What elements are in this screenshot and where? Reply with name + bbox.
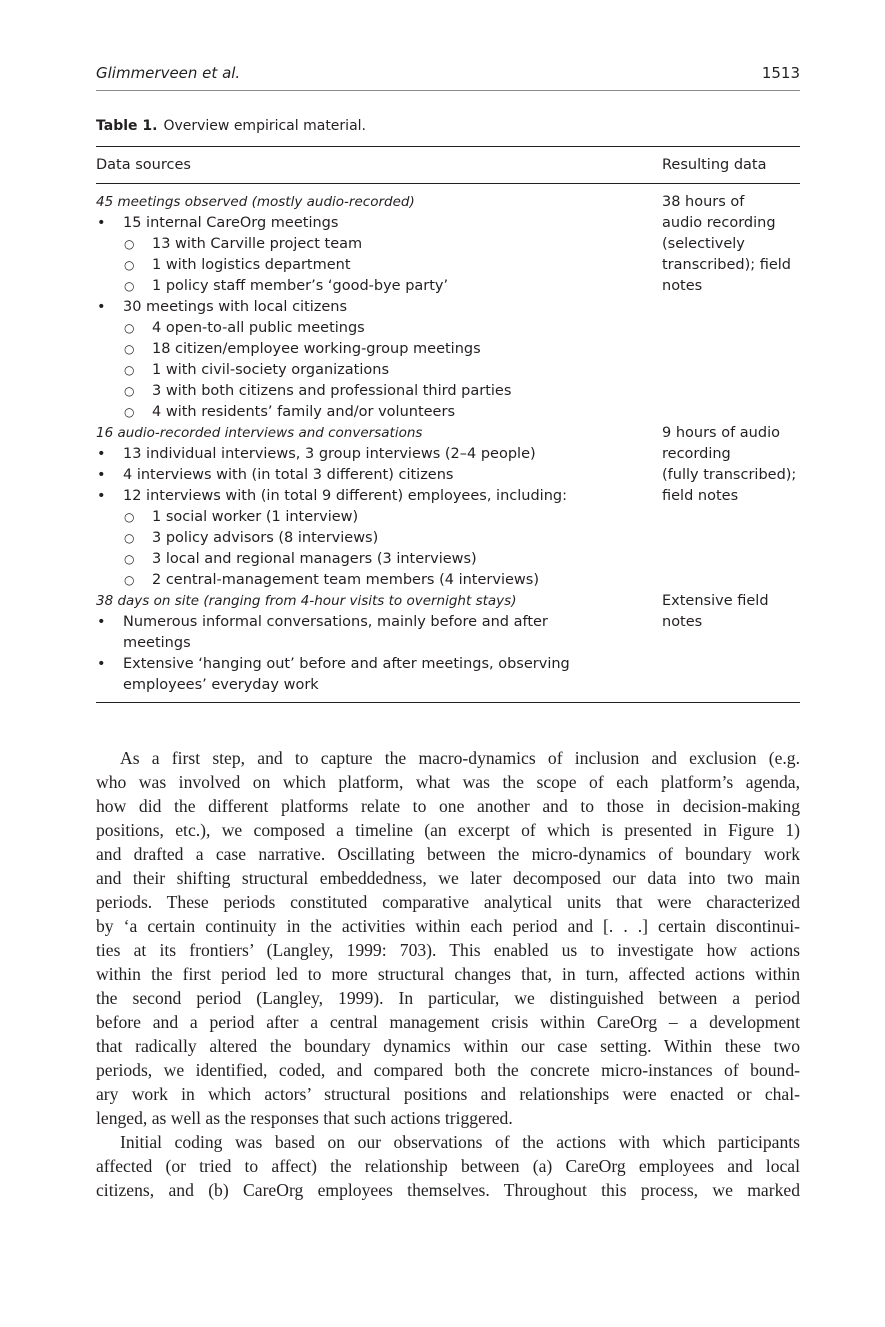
body-line: As a first step, and to capture the macro-dynamics of inclusion and exclusion (e.g. (120, 748, 800, 768)
body-line: periods. These periods constituted comparative analytical units that were characterized (96, 892, 800, 912)
resulting-data-cell (662, 192, 802, 297)
body-line: periods, we identified, coded, and compared both the concrete micro-instances of bound- (96, 1060, 800, 1080)
sub-bullet-item: ○ 1 with civil-society organizations (96, 360, 800, 381)
table-label: Table 1. (96, 118, 158, 134)
bullet-item: • 15 internal CareOrg meetings (96, 213, 800, 234)
sub-bullet-item: ○ 2 central-management team members (4 interviews) (96, 570, 800, 591)
bullet-item: • 30 meetings with local citizens (96, 297, 800, 318)
resulting-data-line: recording (662, 446, 731, 462)
body-line: before and a period after a central management crisis within CareOrg – a development (96, 1012, 800, 1032)
resulting-data-line: transcribed); field (662, 257, 792, 273)
body-line: by ‘a certain continuity in the activities within each period and [. . .] certain discontinui- (96, 916, 800, 936)
resulting-data-cell (662, 591, 802, 633)
table-body (96, 184, 800, 696)
resulting-data-line: Extensive field (662, 593, 769, 609)
sub-bullet-item: ○ 4 open-to-all public meetings (96, 318, 800, 339)
sub-bullet-item: ○ 1 policy staff member’s ‘good-bye party’ (96, 276, 800, 297)
resulting-data-line: (selectively (662, 236, 745, 252)
table-header-row (96, 146, 800, 184)
body-line: and their shifting structural embeddedness, we later decomposed our data into two main (96, 868, 800, 888)
body-line: and drafted a case narrative. Oscillating between the micro-dynamics of boundary work (96, 844, 800, 864)
table-group (96, 591, 800, 696)
bullet-item: • 4 interviews with (in total 3 different) citizens (96, 465, 800, 486)
bullet-continuation: employees’ everyday work (123, 677, 319, 693)
resulting-data-line: audio recording (662, 215, 776, 231)
resulting-data-line: 9 hours of audio (662, 425, 780, 441)
header-data-sources: Data sources (96, 157, 191, 173)
sub-bullet-item: ○ 1 with logistics department (96, 255, 800, 276)
table-group (96, 423, 800, 591)
bullet-item: • 13 individual interviews, 3 group interviews (2–4 people) (96, 444, 800, 465)
resulting-data-line: 38 hours of (662, 194, 745, 210)
running-head-authors: Glimmerveen et al. (96, 64, 241, 82)
body-text (96, 746, 800, 1202)
page-number: 1513 (761, 64, 800, 82)
body-line: ties at its frontiers’ (Langley, 1999: 703). This enabled us to investigate how actions (96, 940, 800, 960)
table-bottom-rule (96, 702, 800, 703)
body-line: Initial coding was based on our observations of the actions with which participants (120, 1132, 800, 1152)
sub-bullet-item: ○ 13 with Carville project team (96, 234, 800, 255)
overview-table (96, 146, 800, 703)
resulting-data-line: field notes (662, 488, 739, 504)
group-title: 45 meetings observed (mostly audio-recorded) (96, 194, 415, 210)
resulting-data-line: notes (662, 278, 703, 294)
body-line: positions, etc.), we composed a timeline (an excerpt of which is presented in Figure 1) (96, 820, 800, 840)
body-line: the second period (Langley, 1999). In particular, we distinguished between a period (96, 988, 800, 1008)
body-line: within the first period led to more structural changes that, in turn, affected actions within (96, 964, 800, 984)
body-line: citizens, and (b) CareOrg employees themselves. Throughout this process, we marked (96, 1180, 800, 1200)
header-resulting-data: Resulting data (662, 157, 767, 173)
body-line: who was involved on which platform, what was the scope of each platform’s agenda, (96, 772, 800, 792)
resulting-data-line: notes (662, 614, 703, 630)
body-line: ary work in which actors’ structural positions and relationships were enacted or chal- (96, 1084, 800, 1104)
bullet-item: • 12 interviews with (in total 9 different) employees, including: (96, 486, 800, 507)
bullet-continuation: meetings (123, 635, 191, 651)
body-line: lenged, as well as the responses that such actions triggered. (96, 1108, 513, 1128)
sub-bullet-item: ○ 18 citizen/employee working-group meetings (96, 339, 800, 360)
group-title: 16 audio-recorded interviews and conversations (96, 425, 423, 441)
running-head (96, 64, 800, 91)
resulting-data-line: (fully transcribed); (662, 467, 797, 483)
table-title: Overview empirical material. (163, 118, 366, 134)
bullet-item: • Extensive ‘hanging out’ before and after meetings, observing (96, 654, 800, 675)
resulting-data-cell (662, 423, 802, 507)
body-line: that radically altered the boundary dynamics within our case setting. Within these two (96, 1036, 800, 1056)
sub-bullet-item: ○ 3 policy advisors (8 interviews) (96, 528, 800, 549)
sub-bullet-item: ○ 1 social worker (1 interview) (96, 507, 800, 528)
table-caption (96, 118, 366, 134)
sub-bullet-item: ○ 4 with residents’ family and/or volunteers (96, 402, 800, 423)
sub-bullet-item: ○ 3 with both citizens and professional third parties (96, 381, 800, 402)
group-title: 38 days on site (ranging from 4-hour visits to overnight stays) (96, 593, 517, 609)
body-line: how did the different platforms relate to one another and to those in decision-making (96, 796, 800, 816)
table-group (96, 192, 800, 423)
sub-bullet-item: ○ 3 local and regional managers (3 interviews) (96, 549, 800, 570)
bullet-item: • Numerous informal conversations, mainly before and after (96, 612, 800, 633)
body-line: affected (or tried to affect) the relationship between (a) CareOrg employees and local (96, 1156, 800, 1176)
